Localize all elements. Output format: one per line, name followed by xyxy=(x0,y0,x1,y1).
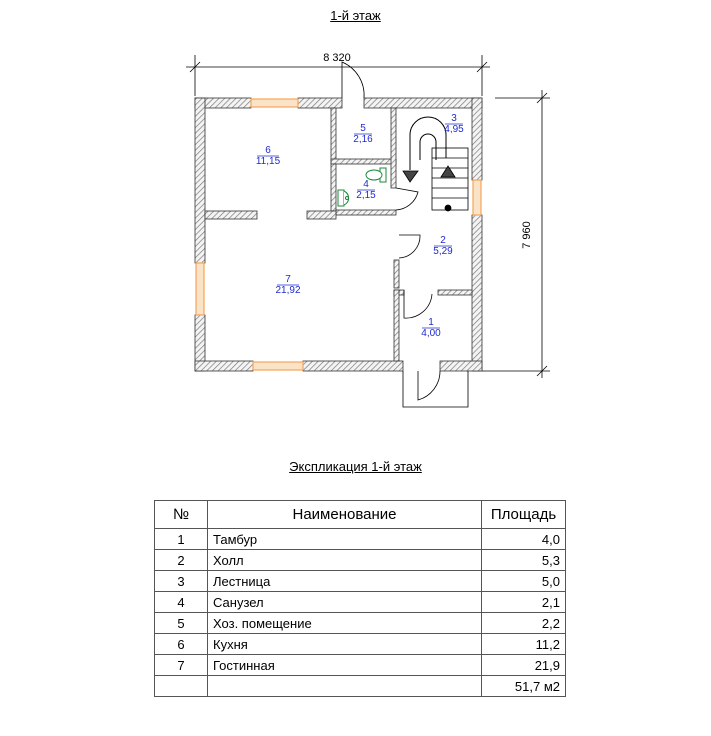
svg-text:5,29: 5,29 xyxy=(433,246,453,257)
height-dimension xyxy=(475,90,550,378)
table-total-row xyxy=(155,676,566,697)
svg-text:1: 1 xyxy=(428,317,434,328)
table-row xyxy=(155,550,566,571)
header-area: Площадь xyxy=(482,501,566,529)
toilet-icon xyxy=(366,168,386,182)
svg-text:2,16: 2,16 xyxy=(353,134,373,145)
row-name: Лестница xyxy=(208,571,482,592)
row-area: 21,9 xyxy=(482,655,566,676)
room-label-1 xyxy=(421,317,441,339)
svg-text:2: 2 xyxy=(440,235,446,246)
height-dimension-label: 7 960 xyxy=(521,221,533,249)
explication-table xyxy=(154,500,566,697)
explication-title xyxy=(0,459,711,474)
table-header-row xyxy=(155,501,566,529)
row-name: Холл xyxy=(208,550,482,571)
row-num: 2 xyxy=(155,550,208,571)
explication-title-text: Экспликация 1-й этаж xyxy=(289,459,422,474)
width-dimension-label: 8 320 xyxy=(323,52,351,64)
row-name: Гостинная xyxy=(208,655,482,676)
row-num: 5 xyxy=(155,613,208,634)
total-num-cell xyxy=(155,676,208,697)
table-row xyxy=(155,634,566,655)
svg-text:11,15: 11,15 xyxy=(255,156,281,167)
svg-text:4,95: 4,95 xyxy=(444,124,464,135)
row-area: 2,1 xyxy=(482,592,566,613)
table-row xyxy=(155,592,566,613)
table-row xyxy=(155,655,566,676)
row-num: 7 xyxy=(155,655,208,676)
room-label-4 xyxy=(356,179,376,201)
row-area: 5,0 xyxy=(482,571,566,592)
room-label-5 xyxy=(353,123,373,145)
room-label-2 xyxy=(433,235,453,257)
room-label-6 xyxy=(256,145,281,167)
row-name: Санузел xyxy=(208,592,482,613)
row-area: 2,2 xyxy=(482,613,566,634)
row-area: 4,0 xyxy=(482,529,566,550)
row-area: 5,3 xyxy=(482,550,566,571)
table-row xyxy=(155,571,566,592)
row-name: Кухня xyxy=(208,634,482,655)
header-num: № xyxy=(155,501,208,529)
svg-text:3: 3 xyxy=(451,113,457,124)
total-name-cell xyxy=(208,676,482,697)
room-label-3 xyxy=(444,113,464,135)
total-area: 51,7 м2 xyxy=(482,676,566,697)
table-row xyxy=(155,529,566,550)
row-area: 11,2 xyxy=(482,634,566,655)
table-row xyxy=(155,613,566,634)
doors xyxy=(342,62,468,407)
row-num: 1 xyxy=(155,529,208,550)
header-name: Наименование xyxy=(208,501,482,529)
svg-text:5: 5 xyxy=(360,123,366,134)
plan-title-text: 1-й этаж xyxy=(330,8,381,23)
svg-text:21,92: 21,92 xyxy=(275,285,301,296)
svg-text:4: 4 xyxy=(363,179,369,190)
svg-text:2,15: 2,15 xyxy=(356,190,376,201)
room-label-7 xyxy=(275,274,300,296)
svg-text:7: 7 xyxy=(285,274,291,285)
sink-icon xyxy=(338,190,349,206)
row-num: 6 xyxy=(155,634,208,655)
svg-text:4,00: 4,00 xyxy=(421,328,441,339)
row-num: 4 xyxy=(155,592,208,613)
row-name: Тамбур xyxy=(208,529,482,550)
svg-text:6: 6 xyxy=(265,145,271,156)
row-name: Хоз. помещение xyxy=(208,613,482,634)
row-num: 3 xyxy=(155,571,208,592)
